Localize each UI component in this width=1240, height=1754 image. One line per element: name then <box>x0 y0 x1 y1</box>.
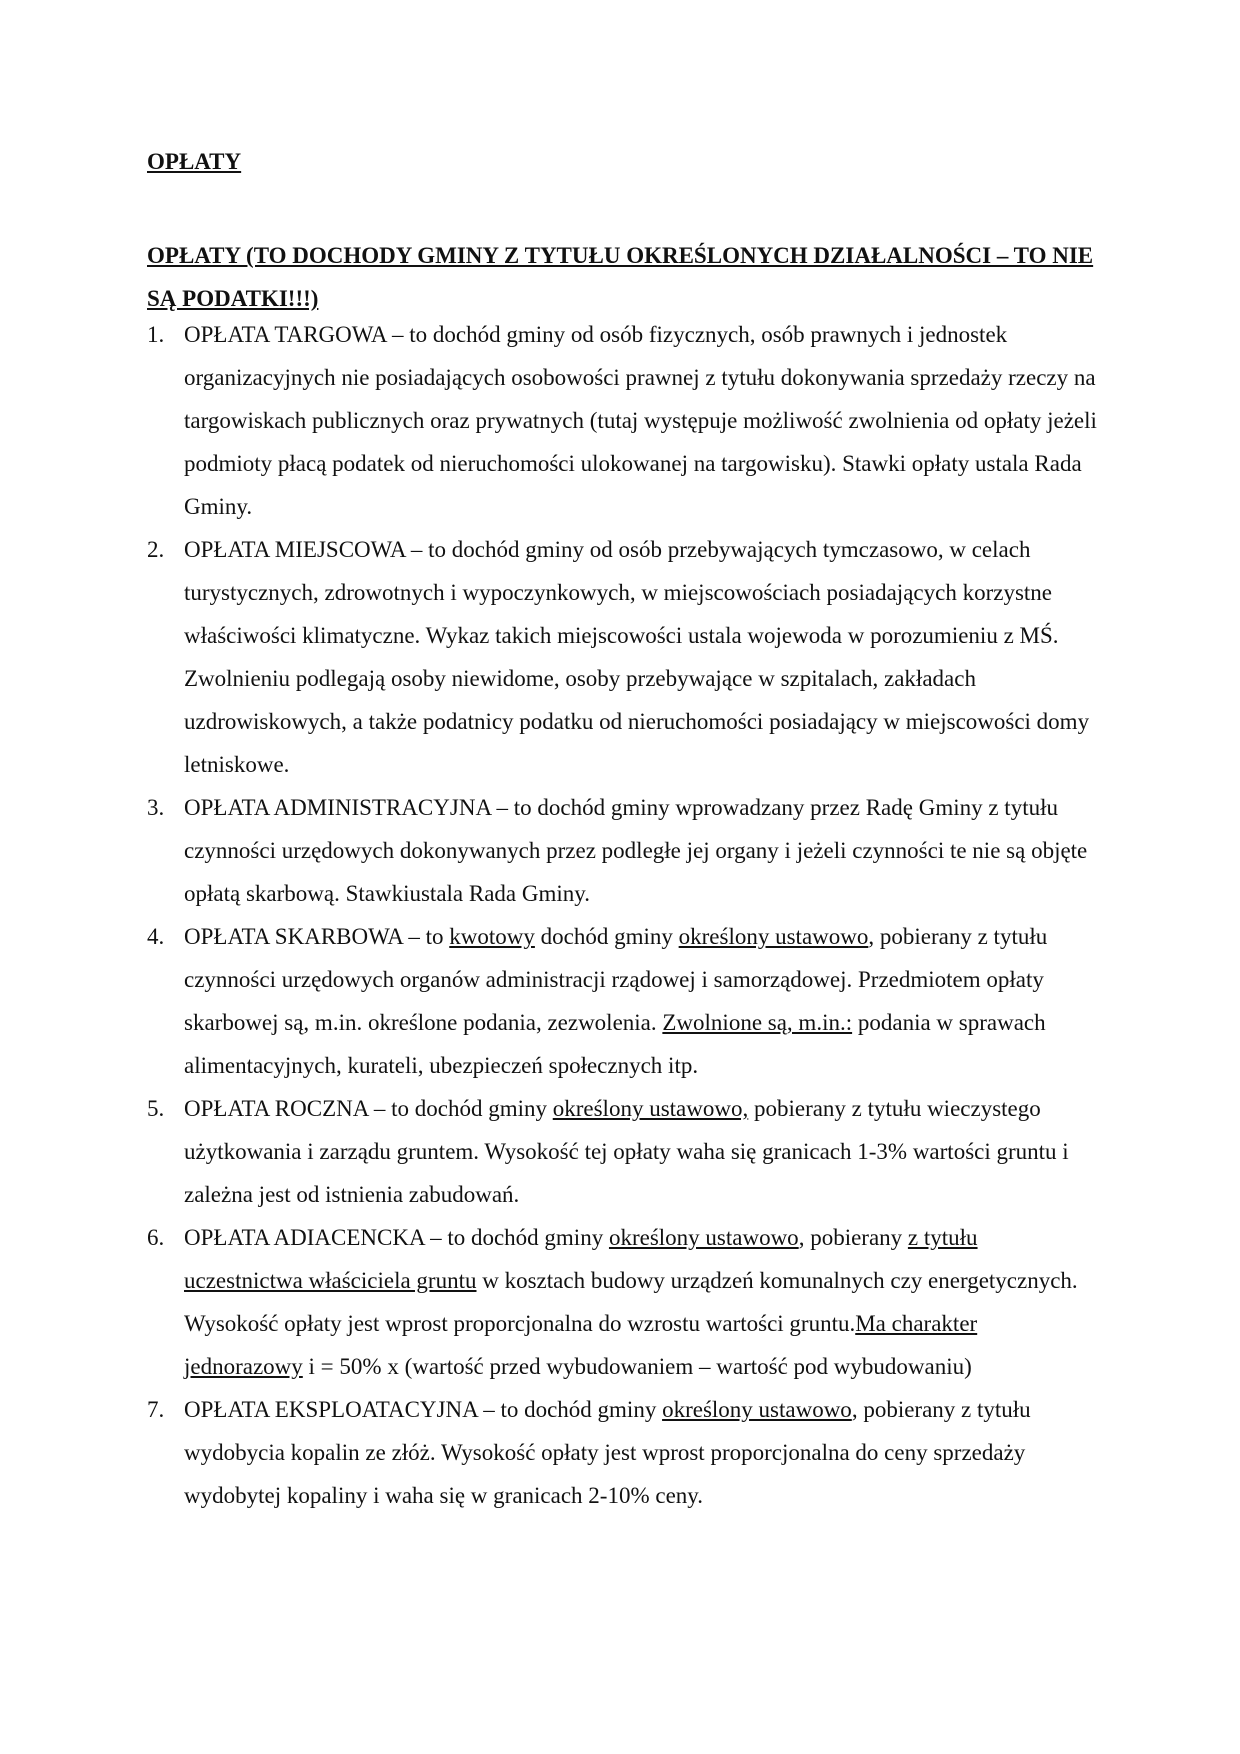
item-text-part: OPŁATA SKARBOWA – to <box>184 924 450 949</box>
underlined-text: kwotowy <box>449 924 535 949</box>
underlined-text: Ma charakter jednorazowy <box>184 1311 978 1379</box>
item-text-part: , pobierany <box>798 1225 908 1250</box>
list-item-oplata-administracyjna <box>147 786 1097 915</box>
section-heading: OPŁATY (TO DOCHODY GMINY Z TYTUŁU OKREŚLONYCH DZIAŁALNOŚCI – TO NIE SĄ PODATKI!!!) <box>147 243 1094 311</box>
item-number: 1. <box>147 322 165 347</box>
item-number: 4. <box>147 924 165 949</box>
item-text-part: podania w sprawach alimentacyjnych, kurateli, ubezpieczeń społecznych itp. <box>184 1010 1046 1078</box>
fees-list <box>147 313 1097 1517</box>
underlined-text: Zwolnione są, m.in.: <box>662 1010 853 1035</box>
underlined-text: określony ustawowo, <box>552 1096 749 1121</box>
item-number: 6. <box>147 1225 165 1250</box>
underlined-text: określony ustawowo <box>662 1397 852 1422</box>
item-text: OPŁATA ADMINISTRACYJNA – to dochód gminy wprowadzany przez Radę Gminy z tytułu czynności urzędowych dokonywanych przez podległe jej organy i jeżeli czynności te nie są objęte opłatą skarbową. Stawkiustala Rada Gminy. <box>184 795 1088 906</box>
list-item-oplata-miejscowa <box>147 528 1097 786</box>
item-number: 3. <box>147 795 165 820</box>
item-text-part: dochód gminy <box>534 924 679 949</box>
list-item-oplata-targowa <box>147 313 1097 528</box>
item-text-part: w kosztach budowy urządzeń komunalnych czy energetycznych. Wysokość opłaty jest wprost proporcjonalna do wzrostu wartości gruntu. <box>184 1268 1078 1336</box>
item-text-part: pobierany z tytułu wieczystego użytkowania i zarządu gruntem. Wysokość tej opłaty waha się granicach 1-3% wartości gruntu i zależna jest od istnienia zabudowań. <box>184 1096 1069 1207</box>
item-number: 5. <box>147 1096 165 1121</box>
item-text-part: , pobierany z tytułu wydobycia kopalin ze złóż. Wysokość opłaty jest wprost proporcjonalna do ceny sprzedaży wydobytej kopaliny i waha się w granicach 2-10% ceny. <box>184 1397 1031 1508</box>
underlined-text: określony ustawowo <box>608 1225 799 1250</box>
underlined-text: z tytułu uczestnictwa właściciela gruntu <box>184 1225 978 1293</box>
list-item-oplata-skarbowa <box>147 915 1097 1087</box>
item-text-part: OPŁATA EKSPLOATACYJNA – to dochód gminy <box>184 1397 663 1422</box>
item-number: 2. <box>147 537 165 562</box>
item-text: OPŁATA TARGOWA – to dochód gminy od osób fizycznych, osób prawnych i jednostek organizacyjnych nie posiadających osobowości prawnej z tytułu dokonywania sprzedaży rzeczy na targowiskach publicznych oraz prywatnych (tutaj występuje możliwość zwolnienia od opłaty jeżeli podmioty płacą podatek od nieruchomości ulokowanej na targowisku). Stawki opłaty ustala Rada Gminy. <box>184 322 1097 519</box>
page-title: OPŁATY <box>147 149 242 174</box>
list-item-oplata-roczna <box>147 1087 1097 1216</box>
underlined-text: określony ustawowo <box>678 924 869 949</box>
list-item-oplata-adiacencka <box>147 1216 1097 1388</box>
list-item-oplata-eksploatacyjna <box>147 1388 1097 1517</box>
item-text: OPŁATA MIEJSCOWA – to dochód gminy od osób przebywających tymczasowo, w celach turystycznych, zdrowotnych i wypoczynkowych, w miejscowościach posiadających korzystne właściwości klimatyczne. Wykaz takich miejscowości ustala wojewoda w porozumieniu z MŚ. Zwolnieniu podlegają osoby niewidome, osoby przebywające w szpitalach, zakładach uzdrowiskowych, a także podatnicy podatku od nieruchomości posiadający w miejscowości domy letniskowe. <box>184 537 1090 777</box>
item-text-part: OPŁATA ROCZNA – to dochód gminy <box>184 1096 553 1121</box>
item-text-part: i = 50% x (wartość przed wybudowaniem – wartość pod wybudowaniu) <box>302 1354 972 1379</box>
item-text-part: , pobierany z tytułu czynności urzędowych organów administracji rządowej i samorządowej. Przedmiotem opłaty skarbowej są, m.in. określone podania, zezwolenia. <box>184 924 1048 1035</box>
item-text-part: OPŁATA ADIACENCKA – to dochód gminy <box>184 1225 609 1250</box>
item-number: 7. <box>147 1397 165 1422</box>
